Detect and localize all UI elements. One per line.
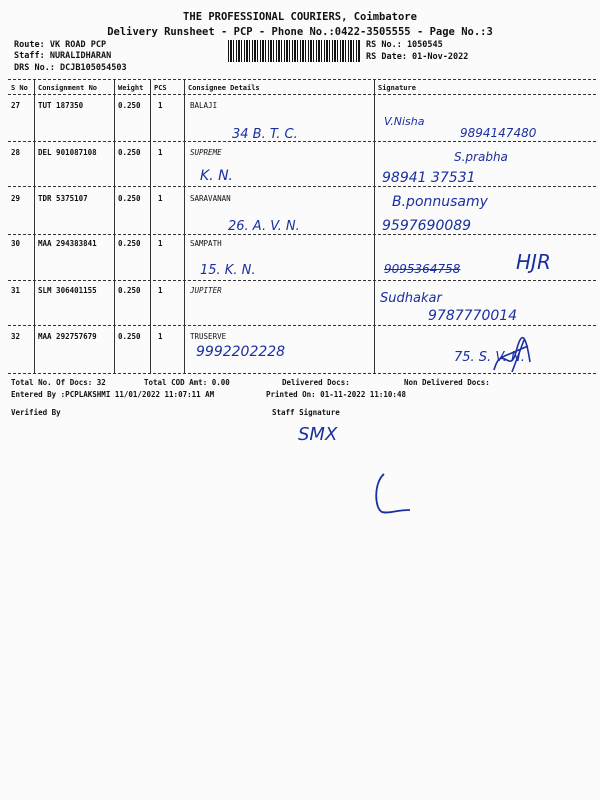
col-header-consignee: Consignee Details bbox=[188, 84, 260, 92]
row-signature-phone: 98941 37531 bbox=[382, 170, 476, 186]
col-header-pcs: PCS bbox=[154, 84, 167, 92]
row-handwritten-address: 26. A. V. N. bbox=[228, 219, 300, 234]
row-signature-name: Sudhakar bbox=[380, 291, 442, 306]
row-pcs: 1 bbox=[158, 286, 163, 295]
row-sno: 32 bbox=[11, 332, 21, 341]
row-weight: 0.250 bbox=[118, 239, 141, 248]
col-header-weight: Weight bbox=[118, 84, 144, 92]
verified-by-label: Verified By bbox=[11, 408, 61, 417]
table-top-rule bbox=[8, 79, 596, 80]
total-docs: Total No. Of Docs: 32 bbox=[11, 378, 106, 387]
table-bottom-rule bbox=[8, 373, 596, 374]
entered-by: Entered By :PCPLAKSHMI 11/01/2022 11:07:11 AM bbox=[11, 390, 215, 399]
row-consignment-no: MAA 294383841 bbox=[38, 239, 97, 248]
document-title: THE PROFESSIONAL COURIERS, Coimbatore bbox=[183, 11, 417, 23]
row-signature-name: B.ponnusamy bbox=[392, 194, 488, 210]
col-divider bbox=[34, 80, 35, 374]
row-signature-phone: 9095364758 bbox=[384, 262, 461, 276]
row-consignment-no: DEL 901087108 bbox=[38, 148, 97, 157]
staff-label: Staff: NURALIDHARAN bbox=[14, 51, 112, 61]
delivered-docs: Delivered Docs: bbox=[282, 378, 350, 387]
drs-number: DRS No.: DCJB105054503 bbox=[14, 63, 127, 73]
row-signature-name: 75. S. V. N. bbox=[454, 350, 525, 365]
row-signature-name: HJR bbox=[516, 250, 551, 274]
rs-date: RS Date: 01-Nov-2022 bbox=[366, 52, 469, 62]
col-header-sno: S No bbox=[11, 84, 28, 92]
row-separator bbox=[8, 325, 596, 326]
row-weight: 0.250 bbox=[118, 148, 141, 157]
row-sno: 30 bbox=[11, 239, 21, 248]
table-header-rule bbox=[8, 94, 596, 95]
row-consignee: SARAVANAN bbox=[190, 194, 231, 203]
row-weight: 0.250 bbox=[118, 101, 141, 110]
row-handwritten-address: 34 B. T. C. bbox=[232, 127, 298, 142]
row-pcs: 1 bbox=[158, 194, 163, 203]
row-signature-phone: 9597690089 bbox=[382, 218, 472, 234]
row-consignee: SUPREME bbox=[190, 148, 222, 157]
total-cod-amount: Total COD Amt: 0.00 bbox=[144, 378, 230, 387]
barcode bbox=[228, 40, 360, 62]
row-signature-phone: 9787770014 bbox=[428, 308, 518, 324]
row-weight: 0.250 bbox=[118, 286, 141, 295]
col-divider bbox=[150, 80, 151, 374]
row-sno: 31 bbox=[11, 286, 21, 295]
row-separator bbox=[8, 280, 596, 281]
row-consignee: SAMPATH bbox=[190, 239, 222, 248]
row-sno: 28 bbox=[11, 148, 21, 157]
row-signature-phone: 9894147480 bbox=[460, 126, 537, 140]
row-consignment-no: SLM 306401155 bbox=[38, 286, 97, 295]
row-handwritten-address: K. N. bbox=[200, 168, 234, 184]
col-divider bbox=[184, 80, 185, 374]
col-divider bbox=[374, 80, 375, 374]
row-sno: 29 bbox=[11, 194, 21, 203]
pen-mark bbox=[370, 470, 416, 520]
col-header-consignment: Consignment No bbox=[38, 84, 98, 92]
col-divider bbox=[114, 80, 115, 374]
row-consignee: TRUSERVE bbox=[190, 332, 227, 341]
non-delivered-docs: Non Delivered Docs: bbox=[404, 378, 490, 387]
row-consignment-no: TDR 5375107 bbox=[38, 194, 88, 203]
row-pcs: 1 bbox=[158, 332, 163, 341]
row-separator bbox=[8, 186, 596, 187]
rs-number: RS No.: 1050545 bbox=[366, 40, 443, 50]
row-handwritten-address: 15. K. N. bbox=[200, 263, 256, 278]
staff-signature-label: Staff Signature bbox=[272, 408, 340, 417]
row-consignee: BALAJI bbox=[190, 101, 218, 110]
row-separator bbox=[8, 234, 596, 235]
col-header-signature: Signature bbox=[378, 84, 416, 92]
staff-signature-mark: SMX bbox=[298, 424, 338, 445]
row-weight: 0.250 bbox=[118, 194, 141, 203]
row-consignment-no: TUT 187350 bbox=[38, 101, 84, 110]
row-separator bbox=[8, 141, 596, 142]
row-weight: 0.250 bbox=[118, 332, 141, 341]
row-handwritten-address: 9992202228 bbox=[196, 344, 286, 360]
row-pcs: 1 bbox=[158, 101, 163, 110]
row-consignment-no: MAA 292757679 bbox=[38, 332, 97, 341]
row-signature-name: S.prabha bbox=[454, 150, 508, 164]
row-consignee: JUPITER bbox=[190, 286, 222, 295]
row-pcs: 1 bbox=[158, 239, 163, 248]
printed-on: Printed On: 01-11-2022 11:10:48 bbox=[266, 390, 406, 399]
document-subtitle: Delivery Runsheet - PCP - Phone No.:0422-3505555 - Page No.:3 bbox=[107, 26, 493, 38]
row-pcs: 1 bbox=[158, 148, 163, 157]
route-label: Route: VK ROAD PCP bbox=[14, 40, 107, 50]
row-signature-name: V.Nisha bbox=[384, 115, 425, 128]
row-sno: 27 bbox=[11, 101, 21, 110]
